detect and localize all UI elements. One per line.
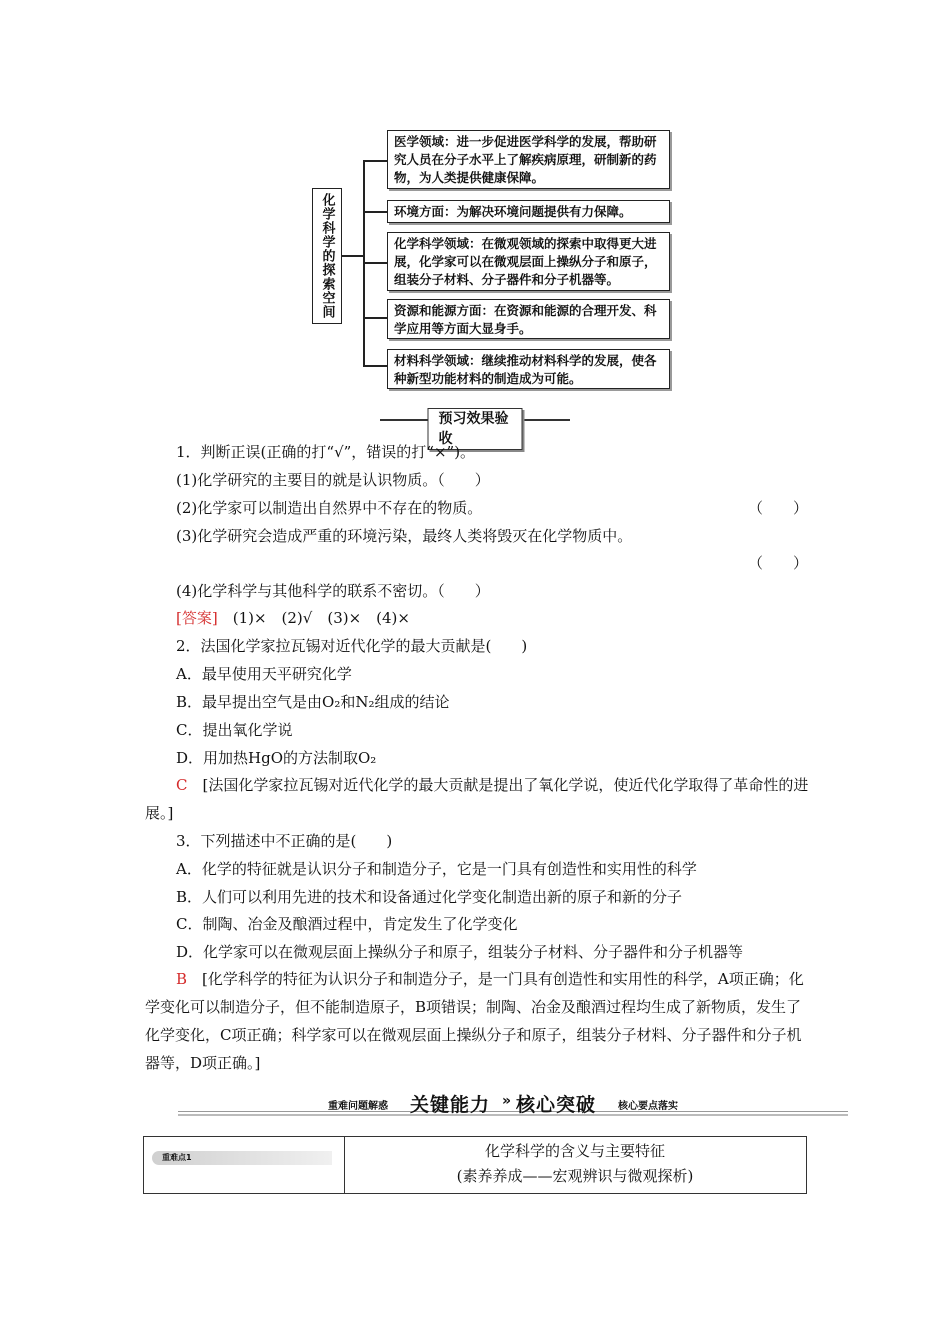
key-point-tag [152,1151,332,1165]
q1-item-1: (1)化学研究的主要目的就是认识物质。（ ） [176,471,490,489]
preview-banner-title: 预习效果验收 [428,408,523,450]
mindmap-root-label: 化学科学的探索空间 [319,193,335,319]
mindmap-branch-medicine: 医学领域：进一步促进医学科学的发展，帮助研究人员在分子水平上了解疾病原理，研制新的药物，为人类提供健康保障。 [387,130,670,189]
q2-option-a: A．最早使用天平研究化学 [176,665,352,683]
mindmap-root-connector [342,255,364,257]
q3-answer-letter: B [176,970,188,988]
mindmap-branch-resources: 资源和能源方面：在资源和能源的合理开发、科学应用等方面大显身手。 [387,299,670,339]
key-banner-title-a: 关键能力 [410,1094,491,1116]
key-ability-banner [178,1092,848,1116]
q3-option-c: C．制陶、冶金及酿酒过程中，肯定发生了化学变化 [176,915,518,933]
mindmap-branch-connector [363,365,387,367]
q3-stem: 3．下列描述中不正确的是( ) [176,832,393,850]
q1-item-2-blank: （ ） [748,499,809,517]
mindmap-root [312,188,342,324]
q1-answer [176,607,410,629]
banner-rule [178,1111,848,1112]
q3-option-a: A．化学的特征就是认识分子和制造分子，它是一门具有创造性和实用性的科学 [176,860,697,878]
key-banner-right-text: 核心要点落实 [618,1101,678,1112]
key-point-title: 化学科学的含义与主要特征 [484,1142,665,1160]
mindmap-branch-chemistry: 化学科学领域：在微观领域的探索中取得更大进展，化学家可以在微观层面上操纵分子和原子，组装分子材料、分子器件和分子机器等。 [387,232,670,291]
preview-banner [380,408,570,447]
q1-answer-text: (1)× (2)√ (3)× (4)× [217,609,410,627]
q1-item-4: (4)化学科学与其他科学的联系不密切。（ ） [176,582,490,600]
banner-rule [178,1114,848,1116]
q3-explanation-text: [化学科学的特征为认识分子和制造分子，是一门具有创造性和实用性的科学，A项正确；化学变化可以制造分子，但不能制造原子，B项错误；制陶、冶金及酿酒过程均生成了新物质，发生了化学变化，C项正确；科学家可以在微观层面上操纵分子和原子，组装分子材料、分子器件和分子机器等，D项正确。] [145,970,804,1072]
q1-item-3: (3)化学研究会造成严重的环境污染，最终人类将毁灭在化学物质中。 [176,527,633,545]
q1-item-2: (2)化学家可以制造出自然界中不存在的物质。 [176,499,483,517]
mindmap-branch-connector [363,211,387,213]
q2-explanation [145,771,810,827]
q2-option-d: D．用加热HgO的方法制取O₂ [176,749,377,767]
mindmap-branch-connector [363,317,387,319]
key-point-tag-label: 重难点1 [162,1153,192,1162]
key-point-subtitle: (素养养成——宏观辨识与微观探析) [456,1167,694,1185]
answer-label: [答案] [176,609,218,627]
q2-answer-letter: C [176,776,188,794]
mindmap-branch-connector [363,262,387,264]
mindmap-branch-materials: 材料科学领域：继续推动材料科学的发展，使各种新型功能材料的制造成为可能。 [387,349,670,389]
q3-option-b: B．人们可以利用先进的技术和设备通过化学变化制造出新的原子和新的分子 [176,888,683,906]
key-point-tag-cell [144,1137,345,1193]
q3-option-d: D．化学家可以在微观层面上操纵分子和原子，组装分子材料、分子器件和分子机器等 [176,943,744,961]
key-banner-title-b: 核心突破 [516,1094,597,1116]
q2-option-b: B．最早提出空气是由O₂和N₂组成的结论 [176,693,450,711]
q2-stem: 2．法国化学家拉瓦锡对近代化学的最大贡献是( ) [176,637,528,655]
key-banner-left-text: 重难问题解惑 [328,1101,388,1112]
mindmap-branch-environment: 环境方面：为解决环境问题提供有力保障。 [387,200,670,223]
q1-item-3-blank: （ ） [748,554,809,572]
q2-option-c: C．提出氧化学说 [176,721,293,739]
q2-explanation-text: [法国化学家拉瓦锡对近代化学的最大贡献是提出了氧化学说，使近代化学取得了革命性的进展。] [145,776,809,822]
key-point-table [143,1136,807,1194]
q3-explanation [145,965,810,1077]
mindmap-branch-connector [363,160,387,162]
q1-stem: 1．判断正误(正确的打“√”，错误的打“×”)。 [176,443,476,461]
key-point-title-cell [344,1139,806,1189]
arrow-icon: » [502,1093,513,1109]
